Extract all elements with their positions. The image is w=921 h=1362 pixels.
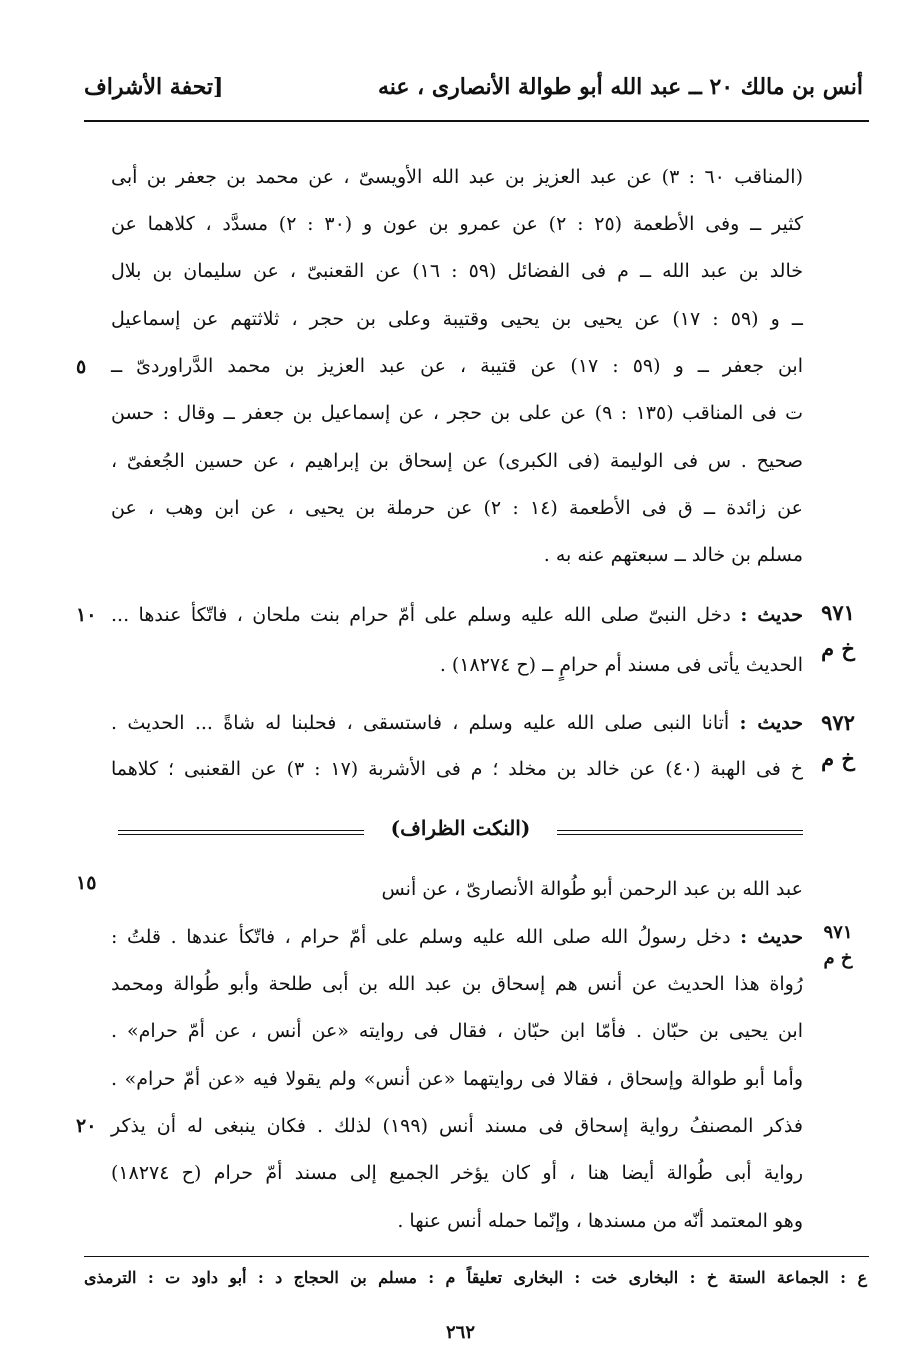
entry-number-971: ٩٧١ [821,600,855,625]
body-line: كثير ــ وفى الأطعمة (٢٥ : ٢) عن عمرو بن عون و (٣٠ : ٢) مسدَّد ، كلاهما عن [111,213,803,235]
body-line: خالد بن عبد الله ــ م فى الفضائل (٥٩ : ١٦) عن القعنبىّ ، عن سليمان بن بلال [111,260,804,282]
body-line: ــ و (٥٩ : ١٧) عن يحيى بن يحيى وقتيبة وعلى بن حجر ، ثلاثتهم عن إسماعيل [111,308,803,330]
page-number: ٢٦٢ [445,1322,475,1343]
nukat-line: رواية أبى طُوالة أيضا هنا ، أو كان يؤخر الجميع إلى مسند أمّ حرام (ح ١٨٢٧٤) [111,1162,803,1184]
nukat-line: فذكر المصنفُ رواية إسحاق فى مسند أنس (١٩٩) لذلك . فكان ينبغى له أن يذكر [111,1115,803,1137]
body-line: مسلم بن خالد ــ سبعتهم عنه به . [543,544,803,566]
section-divider [118,816,803,842]
narrator-heading: عبد الله بن عبد الرحمن أبو طُوالة الأنصارىّ ، عن أنس [381,878,803,900]
entry-codes: خ م [823,948,853,969]
running-head-chapter: أنس بن مالك ٢٠ ــ عبد الله أبو طوالة الأنصارى ، عنه [377,74,863,100]
line-number-15: ١٥ [76,872,97,894]
entry-971-line-1 [111,598,803,632]
line-number-5: ٥ [76,356,87,378]
header-rule [84,120,869,122]
entry-codes: خ م [821,636,855,661]
nukat-line: وأما أبو طوالة وإسحاق ، فقالا فى روايتهما «عن أنس» ولم يقولا فيه «عن أمّ حرام» . [111,1068,803,1090]
entry-972-line-2: خ فى الهبة (٤٠) عن خالد بن مخلد ؛ م فى الأشربة (١٧ : ٣) عن القعنبى ؛ كلاهما [111,758,804,780]
hadith-keyword: حديث : [740,926,803,948]
line-number-20: ٢٠ [76,1115,97,1137]
body-line: عن زائدة ــ ق فى الأطعمة (١٤ : ٢) عن حرملة بن يحيى ، عن ابن وهب ، عن [111,497,803,519]
hadith-keyword: حديث : [740,604,803,626]
body-line: صحيح . س فى الوليمة (فى الكبرى) عن إسحاق بن إبراهيم ، عن حسين الجُعفىّ ، [111,450,803,472]
section-title: (النكت الظراف) [390,816,531,840]
entry-number-971: ٩٧١ [823,922,853,943]
line-number-10: ١٠ [76,604,97,626]
nukat-line: وهو المعتمد أنّه من مسندها ، وإنّما حمله أنس عنها . [397,1210,803,1232]
hadith-keyword: حديث : [739,712,803,734]
entry-972-text: أتانا النبى صلى الله عليه وسلم ، فاستسقى ، فحلبنا له شاةً ... الحديث . [111,712,730,734]
entry-number-972: ٩٧٢ [821,710,855,735]
entry-972-line-1 [111,706,803,740]
body-line: (المناقب ٦٠ : ٣) عن عبد العزيز بن عبد الله الأويسىّ ، عن محمد بن جعفر بن أبى [111,166,803,188]
entry-codes: خ م [821,746,855,771]
abbreviation-legend: ع : الجماعة الستة خ : البخارى خت : البخارى تعليقاً م : مسلم بن الحجاج د : أبو داود ت : الترمذى [84,1268,867,1287]
body-line: ت فى المناقب (١٣٥ : ٩) عن على بن حجر ، عن إسماعيل بن جعفر ــ وقال : حسن [111,402,803,424]
running-head-book-title: [تحفة الأشراف [84,74,224,100]
footer-rule [84,1256,869,1257]
nukat-line: ابن يحيى بن حبّان . فأمّا ابن حبّان ، فقال فى روايته «عن أنس ، عن أمّ حرام» . [111,1020,803,1042]
nukat-line: رُواة هذا الحديث عن أنس هم إسحاق بن عبد الله بن أبى طلحة وأبو طُوالة ومحمد [111,973,803,995]
entry-971-line-2: الحديث يأتى فى مسند أم حرامٍ ــ (ح ١٨٢٧٤) . [439,654,803,676]
body-line: ابن جعفر ــ و (٥٩ : ١٧) عن قتيبة ، عن عبد العزيز بن محمد الدَّراوردىّ ــ [111,355,803,377]
running-head [84,68,863,112]
nukat-text: دخل رسولُ الله صلى الله عليه وسلم على أمّ حرام ، فاتّكأ عندها . قلتُ : [111,926,731,948]
entry-971-text: دخل النبىّ صلى الله عليه وسلم على أمّ حرام بنت ملحان ، فاتّكأ عندها ... [111,604,731,626]
nukat-line-1 [111,920,803,954]
